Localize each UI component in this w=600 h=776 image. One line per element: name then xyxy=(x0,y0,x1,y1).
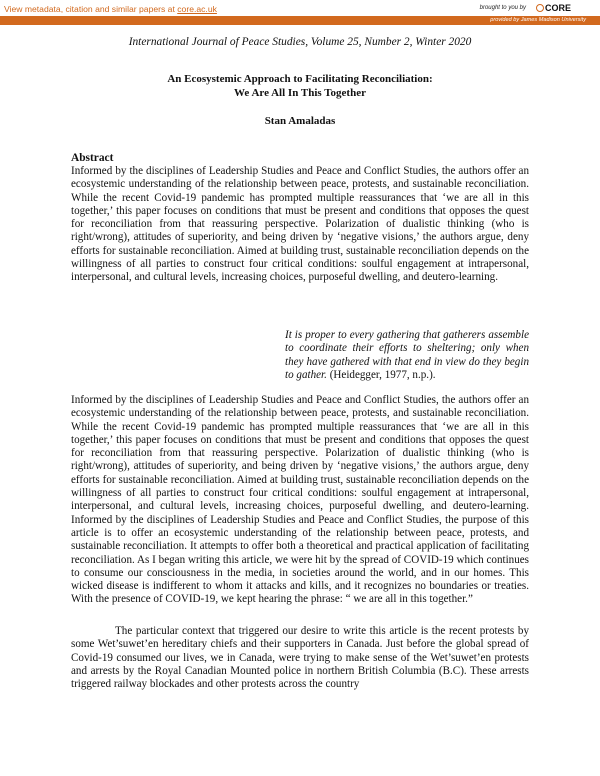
core-metadata-link[interactable] xyxy=(4,4,217,14)
paper-title xyxy=(0,72,600,100)
core-banner xyxy=(0,0,600,32)
core-logo[interactable] xyxy=(536,3,571,13)
paper-title-line-2: We Are All In This Together xyxy=(234,87,366,99)
core-domain-link[interactable]: core.ac.uk xyxy=(177,4,217,14)
brought-to-you-by: brought to you by xyxy=(479,5,526,11)
core-ring-icon xyxy=(536,4,544,12)
author-name: Stan Amaladas xyxy=(264,115,336,127)
provided-by-text: provided by James Madison University xyxy=(490,17,586,23)
body-paragraph-1: Informed by the disciplines of Leadership Studies and Peace and Conflict Studies, the authors offer an ecosystemic understanding of the relationship between peace, protests, and sustainable reconciliation. While the recent Covid-19 pandemic has prompted multiple reassurances that ‘we are all in this together,’ this paper focuses on conditions that must be present and conditions that opposes the quest for reconciliation from that reassuring perspective. Polarization of dualistic thinking (who is right/wrong), attitudes of superiority, and being driven by ‘negative visions,’ the authors argue, deny efforts for sustainable reconciliation. Aimed at building trust, sustainable reconciliation depends on the willingness of all parties to construct four critical conditions: soulful engagement at intrapersonal, interpersonal, and cultural levels, increasing choices, purposeful dwelling, and deutero-learning. Informed by the disciplines of Leadership Studies and Peace and Conflict Studies, the purpose of this article is to offer an ecosystemic understanding of the relationship between peace, protests, and sustainable reconciliation. It attempts to offer both a theoretical and practical application of facilitating reconciliation. As I began writing this article, we were hit by the spread of COVID-19 which continues to consume our consciousness in the media, in societies around the world, and in our homes. This wicked disease is indifferent to whom it attacks and kills, and it recognizes no boundaries or treaties. With the presence of COVID-19, we kept hearing the phrase: “ we are all in this together.” xyxy=(71,394,529,606)
journal-header: International Journal of Peace Studies, Volume 25, Number 2, Winter 2020 xyxy=(128,36,472,48)
core-view-text: View metadata, citation and similar papers at xyxy=(4,4,178,14)
epigraph xyxy=(285,329,529,382)
provided-by-bar xyxy=(0,16,600,25)
epigraph-citation: (Heidegger, 1977, n.p.). xyxy=(326,368,436,381)
body-paragraph-2: The particular context that triggered our desire to write this article is the recent protests by some Wet’suwet’en hereditary chiefs and their supporters in Canada. Just before the global spread of Covid-19 consumed our lives, we in Canada, were trying to make sense of the Wet’suwet’en protests and arrests by the Royal Canadian Mounted police in northern British Columbia (B.C). These arrests triggered railway blockades and other protests across the country xyxy=(71,625,529,691)
paper-title-line-1: An Ecosystemic Approach to Facilitating Reconciliation: xyxy=(167,73,433,85)
core-logo-text: CORE xyxy=(545,3,572,13)
abstract-heading: Abstract xyxy=(71,152,114,164)
epigraph-quote: It is proper to every gathering that gatherers assemble to coordinate their efforts to sheltering; only when they have gathered with that end in view do they begin to gather. xyxy=(285,329,529,381)
abstract-text: Informed by the disciplines of Leadership Studies and Peace and Conflict Studies, the authors offer an ecosystemic understanding of the relationship between peace, protests, and sustainable reconciliation. While the recent Covid-19 pandemic has prompted multiple reassurances that ‘we are all in this together,’ this paper focuses on conditions that must be present and conditions that opposes the quest for reconciliation from that reassuring perspective. Polarization of dualistic thinking (who is right/wrong), attitudes of superiority, and being driven by ‘negative visions,’ the authors argue, deny efforts for sustainable reconciliation. Aimed at building trust, sustainable reconciliation depends on the willingness of all parties to construct four critical conditions: soulful engagement at intrapersonal, interpersonal, and cultural levels, increasing choices, purposeful dwelling, and deutero-learning. xyxy=(71,165,529,284)
